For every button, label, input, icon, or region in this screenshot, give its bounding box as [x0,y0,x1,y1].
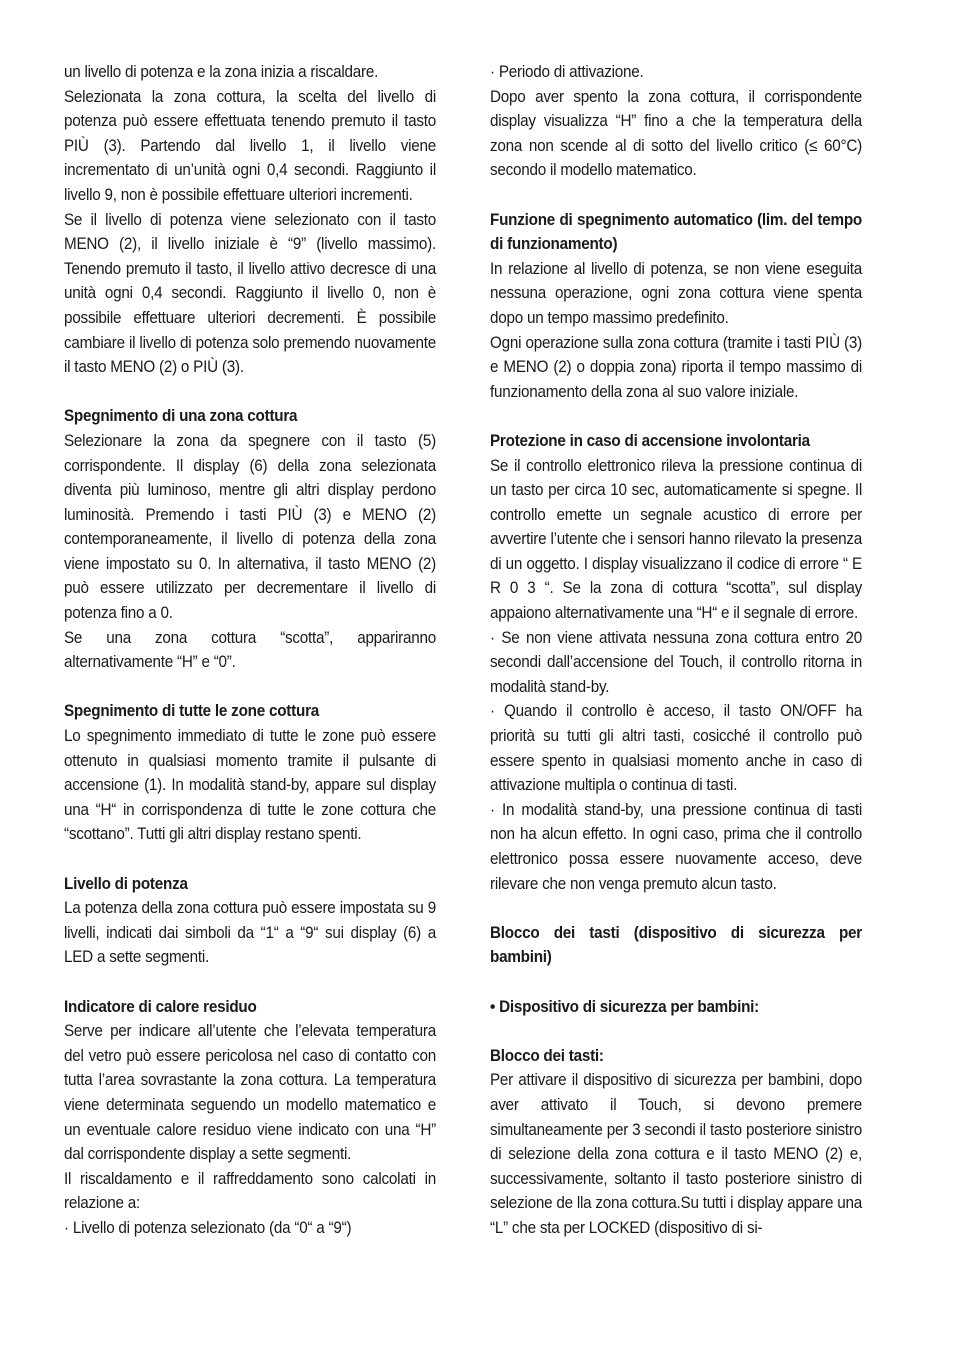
section-heading: Spegnimento di tutte le zone cottura [64,702,320,721]
list-item: · Livello di potenza selezionato (da “0“ a “9“) [64,1218,352,1237]
section-heading: Spegnimento di una zona cottura [64,407,298,426]
paragraph: Se il livello di potenza viene selezionato con il tasto MENO (2), il livello iniziale è “9” (livello massimo). Tenendo premuto il tasto, il livello attivo decresce di una unità ogni 0,4 secondi. Raggiunto il livello 0, non è possibile effettuare ulteriori decrementi. È possibile cambiare il livello di potenza solo premendo nuovamente il tasto MENO (2) o PIÙ (3). [64,210,436,377]
list-item: · Periodo di attivazione. [490,63,644,81]
paragraph: La potenza della zona cottura può essere impostata su 9 livelli, indicati dai simboli da “1“ a “9“ sui display (6) a LED a sette segmenti. [64,899,436,967]
section-heading: Indicatore di calore residuo [64,997,257,1016]
section-heading: Funzione di spegnimento automatico (lim. del tempo di funzionamento) [490,210,862,254]
paragraph: Il riscaldamento e il raffreddamento sono calcolati in relazione a: [64,1169,436,1213]
paragraph: Se una zona cottura “scotta”, appariranno alternativamente “H” e “0”. [64,628,436,672]
paragraph: Selezionare la zona da spegnere con il tasto (5) corrispondente. Il display (6) della zona selezionata diventa più luminoso, mentre gli altri display perdono luminosità. Premendo i tasti PIÙ (3) e MENO (2) contemporaneamente, il livello di potenza della zona viene impostato su 0. In alternativa, il tasto MENO (2) può essere utilizzato per decrementare il livello di potenza fino a 0. [64,431,436,623]
section-heading: Protezione in caso di accensione involontaria [490,431,810,450]
paragraph: Serve per indicare all’utente che l’elevata temperatura del vetro può essere pericolosa nel caso di contatto con tutta l’area sovrastante la zona cottura. La temperatura viene determinata seguendo un modello matematico e un eventuale calore residuo viene indicato con una “H” dal corrispondente display a sette segmenti. [64,1022,436,1164]
section-heading: Blocco dei tasti: [490,1046,604,1065]
paragraph: In relazione al livello di potenza, se non viene eseguita nessuna operazione, ogni zona cottura viene spenta dopo un tempo massimo predefinito. [490,259,862,327]
paragraph: Dopo aver spento la zona cottura, il corrispondente display visualizza “H” fino a che la temperatura della zona non scende al di sotto del livello critico (≤ 60°C) secondo il modello matematico. [490,87,862,180]
right-column [490,60,862,1241]
list-item: · In modalità stand-by, una pressione continua di tasti non ha alcun effetto. In ogni caso, prima che il controllo elettronico possa essere nuovamente acceso, deve rilevare che non venga premuto alcun tasto. [490,800,862,893]
paragraph: Ogni operazione sulla zona cottura (tramite i tasti PIÙ (3) e MENO (2) o doppia zona) riporta il tempo massimo di funzionamento della zona al suo valore iniziale. [490,333,862,401]
section-heading: • Dispositivo di sicurezza per bambini: [490,997,760,1016]
section-heading: Livello di potenza [64,874,188,893]
paragraph: Se il controllo elettronico rileva la pressione continua di un tasto per circa 10 sec, automaticamente si spegne. Il controllo emette un segnale acustico di errore per avvertire l’utente che i sensori hanno rilevato la presenza di un oggetto. I display visualizzano il codice di errore “ E R 0 3 “. Se la zona di cottura “scotta”, sul display appaiono alternativamente una “H“ e il segnale di errore. [490,456,862,623]
paragraph: Per attivare il dispositivo di sicurezza per bambini, dopo aver attivato il Touch, si devono premere simultaneamente per 3 secondi il tasto posteriore sinistro di selezione della zona cottura e il tasto MENO (2) e, successivamente, soltanto il tasto posteriore sinistro di selezione de lla zona cottura.Su tutti i display appare una “L” che sta per LOCKED (dispositivo di si- [490,1071,862,1237]
list-item: · Quando il controllo è acceso, il tasto ON/OFF ha priorità su tutti gli altri tasti, cosicché il controllo può essere spento in qualsiasi momento anche in caso di attivazione multipla o continua di tasti. [490,702,862,795]
paragraph: Lo spegnimento immediato di tutte le zone può essere ottenuto in qualsiasi momento tramite il pulsante di accensione (1). In modalità stand-by, appare sul display una “H“ in corrispondenza di tutte le zone cottura che “scottano”. Tutti gli altri display restano spenti. [64,727,436,844]
paragraph: Selezionata la zona cottura, la scelta del livello di potenza può essere effettuata tenendo premuto il tasto PIÙ (3). Partendo dal livello 1, il livello viene incrementato di un’unità ogni 0,4 secondi. Raggiunto il livello 9, non è possibile effettuare ulteriori incrementi. [64,87,436,204]
list-item: · Se non viene attivata nessuna zona cottura entro 20 secondi dall’accensione del Touch, il controllo ritorna in modalità stand-by. [490,628,862,696]
section-heading: Blocco dei tasti (dispositivo di sicurezza per bambini) [490,923,862,967]
left-column [64,60,436,1241]
paragraph: un livello di potenza e la zona inizia a riscaldare. [64,63,379,81]
